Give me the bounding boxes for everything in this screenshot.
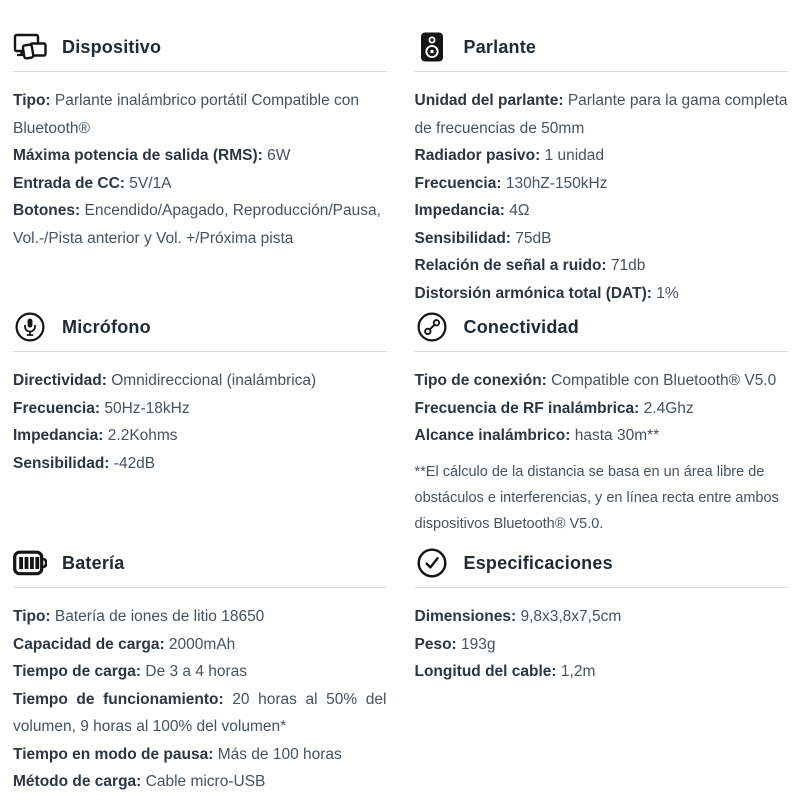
- spec-value: -42dB: [113, 454, 156, 472]
- spec-label: Unidad del parlante:: [414, 92, 564, 109]
- spec-label: Tiempo de carga:: [13, 663, 142, 680]
- spec-label: Frecuencia:: [13, 399, 101, 417]
- spec-value: 193g: [461, 635, 496, 653]
- spec-row: [13, 367, 387, 395]
- section-title: Parlante: [463, 36, 537, 57]
- footnote: **El cálculo de la distancia se basa en un área libre de obstáculos e interferencias, y en línea recta entre ambos dispositivos Bluetooth® V5.0.: [414, 463, 779, 532]
- section-body: [13, 87, 387, 252]
- spec-label: Impedancia:: [414, 202, 505, 219]
- section-especificaciones: [415, 546, 789, 796]
- spec-row: [13, 686, 387, 741]
- spec-label: Frecuencia de RF inalámbrica:: [414, 399, 640, 417]
- section-bateria: [13, 546, 387, 796]
- spec-row: [415, 280, 789, 308]
- spec-value: Cable micro-USB: [145, 773, 266, 790]
- spec-row: [13, 658, 387, 686]
- spec-value: 50Hz-18kHz: [104, 399, 190, 417]
- spec-value: 20 horas al 50% del volumen, 9 horas al 100% del volumen*: [13, 690, 387, 735]
- spec-value: 2000mAh: [168, 635, 236, 653]
- section-body: [13, 367, 387, 477]
- spec-label: Tiempo de funcionamiento:: [13, 690, 224, 708]
- spec-label: Frecuencia:: [414, 174, 502, 192]
- spec-value: 71db: [610, 257, 646, 274]
- spec-value: 2.2Kohms: [107, 427, 178, 444]
- spec-label: Tipo:: [13, 92, 51, 109]
- checkmark-icon: [415, 547, 449, 579]
- spec-value: hasta 30m**: [574, 427, 660, 444]
- section-dispositivo: [13, 30, 387, 310]
- section-title: Conectividad: [463, 316, 579, 337]
- spec-label: Dimensiones:: [414, 608, 517, 625]
- section-header: [415, 310, 789, 344]
- section-divider: [415, 587, 789, 588]
- spec-row: [13, 395, 387, 423]
- spec-value: 1,2m: [560, 663, 596, 680]
- section-microfono: [13, 310, 387, 546]
- spec-row: [13, 768, 387, 796]
- spec-row: [13, 603, 387, 631]
- section-body: [415, 87, 789, 307]
- spec-row: [415, 87, 789, 142]
- spec-row: [13, 170, 387, 198]
- section-body: [415, 367, 789, 537]
- spec-value: 4Ω: [509, 202, 530, 219]
- section-divider: [13, 351, 387, 352]
- spec-row: [13, 422, 387, 450]
- spec-row: [13, 741, 387, 769]
- spec-row: [415, 658, 789, 686]
- spec-value: 1%: [656, 284, 679, 302]
- section-divider: [415, 71, 789, 72]
- section-header: [415, 30, 789, 64]
- spec-label: Máxima potencia de salida (RMS):: [13, 147, 263, 164]
- spec-value: 2.4Ghz: [643, 399, 694, 417]
- microphone-icon: [13, 311, 47, 343]
- spec-label: Sensibilidad:: [414, 229, 511, 247]
- spec-row: [415, 422, 789, 450]
- spec-label: Tiempo en modo de pausa:: [13, 745, 214, 763]
- spec-label: Distorsión armónica total (DAT):: [414, 284, 652, 302]
- spec-value: Batería de iones de litio 18650: [54, 608, 265, 625]
- section-header: [415, 546, 789, 580]
- spec-value: Parlante inalámbrico portátil Compatible con Bluetooth®: [13, 92, 360, 137]
- section-divider: [415, 351, 789, 352]
- section-header: [13, 310, 387, 344]
- spec-row: [13, 631, 387, 659]
- spec-label: Relación de señal a ruido:: [414, 257, 607, 274]
- spec-label: Peso:: [414, 635, 457, 653]
- spec-value: 9,8x3,8x7,5cm: [520, 608, 622, 625]
- spec-value: De 3 a 4 horas: [145, 663, 248, 680]
- spec-value: Parlante para la gama completa de frecuencias de 50mm: [414, 92, 788, 137]
- spec-row: [415, 367, 789, 395]
- section-title: Batería: [62, 552, 125, 573]
- spec-label: Tipo de conexión:: [414, 372, 547, 389]
- spec-label: Capacidad de carga:: [13, 635, 165, 653]
- spec-row: [415, 252, 789, 280]
- spec-value: 6W: [267, 147, 291, 164]
- spec-value: Encendido/Apagado, Reproducción/Pausa, Vol.-/Pista anterior y Vol. +/Próxima pista: [13, 202, 381, 247]
- speaker-icon: [415, 31, 449, 63]
- spec-value: 1 unidad: [544, 147, 605, 164]
- section-title: Dispositivo: [62, 36, 162, 57]
- devices-icon: [13, 31, 47, 63]
- spec-label: Sensibilidad:: [13, 454, 110, 472]
- spec-label: Botones:: [13, 202, 81, 219]
- connectivity-icon: [415, 311, 449, 343]
- spec-label: Directividad:: [13, 372, 107, 389]
- section-header: [13, 546, 387, 580]
- spec-value: 5V/1A: [129, 174, 172, 192]
- section-divider: [13, 71, 387, 72]
- spec-label: Entrada de CC:: [13, 174, 125, 192]
- section-title: Micrófono: [62, 316, 151, 337]
- spec-label: Impedancia:: [13, 427, 104, 444]
- spec-row: [415, 603, 789, 631]
- spec-label: Método de carga:: [13, 773, 142, 790]
- spec-label: Radiador pasivo:: [414, 147, 541, 164]
- battery-icon: [13, 547, 47, 579]
- spec-value: Compatible con Bluetooth® V5.0: [551, 372, 777, 389]
- section-body: [415, 603, 789, 686]
- spec-row: [415, 170, 789, 198]
- spec-row: [415, 197, 789, 225]
- spec-row: [415, 142, 789, 170]
- spec-label: Longitud del cable:: [414, 663, 557, 680]
- section-conectividad: [415, 310, 789, 546]
- spec-label: Alcance inalámbrico:: [414, 427, 571, 444]
- section-body: [13, 603, 387, 796]
- spec-row: [13, 450, 387, 478]
- spec-value: 75dB: [515, 229, 552, 247]
- spec-row: [415, 631, 789, 659]
- spec-row: [415, 395, 789, 423]
- spec-value: Omnidireccional (inalámbrica): [111, 372, 317, 389]
- section-header: [13, 30, 387, 64]
- spec-row: [415, 225, 789, 253]
- spec-value: Más de 100 horas: [217, 745, 342, 763]
- spec-row: [13, 197, 387, 252]
- section-divider: [13, 587, 387, 588]
- section-title: Especificaciones: [463, 552, 613, 573]
- spec-label: Tipo:: [13, 608, 51, 625]
- spec-row: [13, 142, 387, 170]
- spec-row: [13, 87, 387, 142]
- spec-value: 130hZ-150kHz: [505, 174, 608, 192]
- section-parlante: [415, 30, 789, 310]
